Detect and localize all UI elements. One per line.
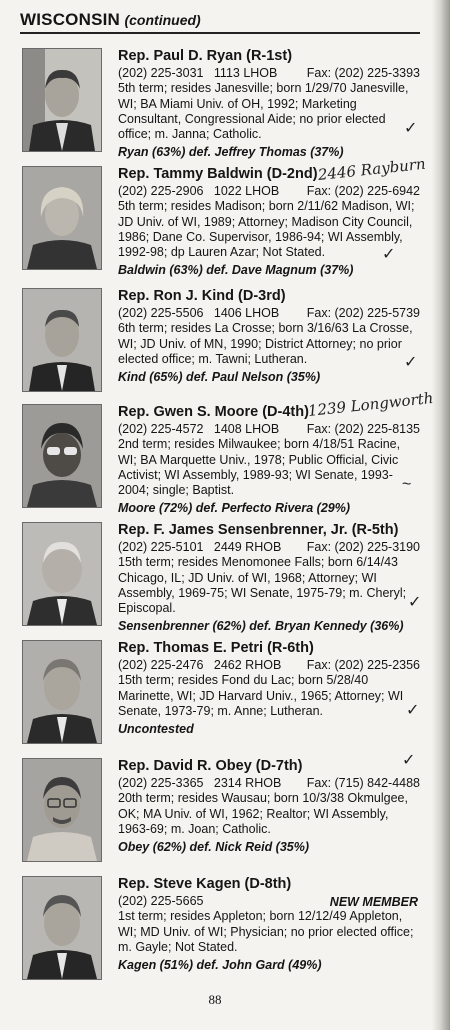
rep-phone: (202) 225-2906 [118,184,204,198]
rep-bio: 6th term; resides La Crosse; born 3/16/63 La Crosse, WI; JD Univ. of MN, 1990; District Attorney; no prior elected office; m. Tawni; Lutheran. [118,321,413,366]
rep-details [118,776,420,837]
page-number: 88 [208,992,222,1007]
rep-phone: (202) 225-5101 [118,540,204,554]
checkmark-icon: ✓ [404,120,418,137]
rep-office: 1022 LHOB [213,184,280,198]
rep-phone: (202) 225-5665 [118,894,204,908]
rep-office: 1406 LHOB [213,306,280,320]
rep-photo [22,404,102,508]
rep-election-result: Ryan (63%) def. Jeffrey Thomas (37%) [118,145,344,160]
rep-details [118,306,420,367]
rep-name: Rep. Thomas E. Petri (R-6th) [118,640,314,656]
rep-phone: (202) 225-2476 [118,658,204,672]
rep-election-result: Baldwin (63%) def. Dave Magnum (37%) [118,263,354,278]
rep-bio: 5th term; resides Madison; born 2/11/62 Madison, WI; JD Univ. of WI, 1989; Attorney; Madison City Council, 1986; Dane Co. Supervisor, 1986-94; WI Assembly, 1992-98; dp Lauren Azar; Not Stated. [118,199,415,260]
rep-photo [22,288,102,392]
rep-details [118,540,420,616]
rep-info [118,166,420,277]
rep-photo [22,522,102,626]
rep-bio: 1st term; resides Appleton; born 12/12/49 Appleton, WI; MD Univ. of WI; Physician; no prior elected office; m. Gayle; Not Stated. [118,909,414,954]
rep-info [118,48,420,159]
rep-photo [22,876,102,980]
rep-bio: 15th term; resides Menomonee Falls; born 6/14/43 Chicago, IL; JD Univ. of WI, 1968; Attorney; WI Assembly, 1969-75; WI Senate, 1975-79; m. Cheryl; Episcopal. [118,555,407,616]
rep-name: Rep. Steve Kagen (D-8th) [118,876,292,892]
rep-photo [22,48,102,152]
rep-info [118,876,420,972]
rep-election-result: Obey (62%) def. Nick Reid (35%) [118,840,310,855]
rep-info [118,640,420,736]
handwritten-note: 2446 Rayburn [317,154,427,184]
rep-phone: (202) 225-3031 [118,66,204,80]
rep-info [118,758,420,854]
checkmark-icon: ✓ [408,594,422,611]
rep-photo [22,758,102,862]
rep-name: Rep. F. James Sensenbrenner, Jr. (R-5th) [118,522,399,538]
rep-name: Rep. Gwen S. Moore (D-4th) [118,404,309,420]
checkmark-icon: ✓ [402,752,416,769]
rep-fax: Fax: (202) 225-3190 [306,540,420,554]
checkmark-icon: ✓ [404,354,418,371]
rep-election-result: Moore (72%) def. Perfecto Rivera (29%) [118,501,351,516]
rep-election-result: Sensenbrenner (62%) def. Bryan Kennedy (36%) [118,619,404,634]
new-member-badge: NEW MEMBER [329,895,418,909]
rep-fax: Fax: (202) 225-6942 [306,184,420,198]
rep-info [118,522,420,633]
rep-fax: Fax: (202) 225-2356 [306,658,420,672]
rep-photo [22,166,102,270]
rep-office: 2314 RHOB [213,776,282,790]
rep-photo [22,640,102,744]
rep-details [118,66,420,142]
rep-fax: Fax: (715) 842-4488 [306,776,420,790]
rep-details [118,658,420,719]
rep-details [118,422,420,498]
rep-name: Rep. David R. Obey (D-7th) [118,758,303,774]
rep-election-result: Kagen (51%) def. John Gard (49%) [118,958,322,973]
tilde-mark-icon: ~ [402,476,412,493]
checkmark-icon: ✓ [406,702,420,719]
rep-name: Rep. Tammy Baldwin (D-2nd) [118,166,318,182]
header-title [20,10,201,30]
rep-info [118,288,420,384]
page-header [20,6,420,34]
rep-fax: Fax: (202) 225-5739 [306,306,420,320]
continued-label: (continued) [124,12,201,28]
rep-bio: 15th term; resides Fond du Lac; born 5/28/40 Marinette, WI; JD Harvard Univ., 1965; Attorney; WI Senate, 1973-79; m. Anne; Lutheran. [118,673,404,718]
rep-fax: Fax: (202) 225-8135 [306,422,420,436]
page-edge-shadow [432,0,450,1030]
handwritten-note: 1239 Longworth [307,388,435,420]
rep-name: Rep. Paul D. Ryan (R-1st) [118,48,293,64]
rep-election-result: Kind (65%) def. Paul Nelson (35%) [118,370,321,385]
state-name: WISCONSIN [20,10,121,29]
rep-election-result: Uncontested [118,722,194,737]
rep-bio: 2nd term; resides Milwaukee; born 4/18/51 Racine, WI; BA Marquette Univ., 1978; Public Official, Civic Activist; WI Assembly, 1989-93; WI Senate, 1993-2004; single; Baptist. [118,437,401,498]
rep-fax: Fax: (202) 225-3393 [306,66,420,80]
rep-phone: (202) 225-4572 [118,422,204,436]
rep-phone: (202) 225-5506 [118,306,204,320]
rep-bio: 20th term; resides Wausau; born 10/3/38 Okmulgee, OK; MA Univ. of WI, 1962; Realtor; WI Assembly, 1963-69; m. Joan; Catholic. [118,791,408,836]
rep-phone: (202) 225-3365 [118,776,204,790]
checkmark-icon: ✓ [382,246,396,263]
rep-bio: 5th term; resides Janesville; born 1/29/70 Janesville, WI; BA Miami Univ. of OH, 1992; Marketing Consultant, Congressional Aide; no prior elected office; m. Janna; Catholic. [118,81,409,142]
rep-info [118,404,420,515]
rep-name: Rep. Ron J. Kind (D-3rd) [118,288,286,304]
rep-office: 1408 LHOB [213,422,280,436]
rep-office: 1113 LHOB [213,66,278,80]
rep-details [118,184,420,260]
rep-office: 2462 RHOB [213,658,282,672]
rep-office: 2449 RHOB [213,540,282,554]
